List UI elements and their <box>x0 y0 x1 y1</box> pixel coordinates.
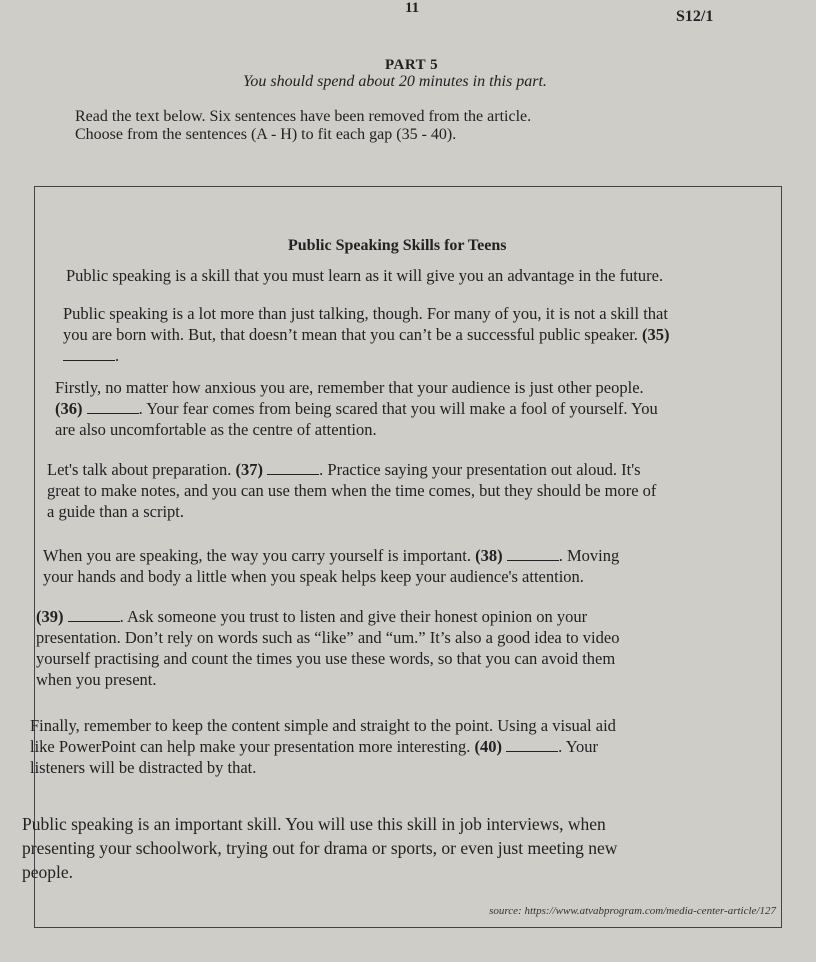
gap-39-blank[interactable] <box>68 609 120 622</box>
paragraph-line: Firstly, no matter how anxious you are, remember that your audience is just other people. <box>55 378 644 397</box>
paragraph-line: great to make notes, and you can use them when the time comes, but they should be more of <box>47 481 657 500</box>
paragraph-line: when you present. <box>36 670 157 689</box>
gap-36-number: (36) <box>55 399 83 418</box>
paragraph-2 <box>63 303 670 366</box>
instruction-line: Choose from the sentences (A - H) to fit each gap (35 - 40). <box>75 126 457 143</box>
gap-39-number: (39) <box>36 607 64 626</box>
gap-40-blank[interactable] <box>506 739 558 752</box>
gap-37-blank[interactable] <box>267 462 319 475</box>
paragraph-1 <box>66 265 663 286</box>
paragraph-line: your hands and body a little when you speak helps keep your audience's attention. <box>43 567 584 586</box>
paragraph-line: Public speaking is a lot more than just talking, though. For many of you, it is not a skill that <box>63 304 668 323</box>
paragraph-3 <box>55 377 658 440</box>
gap-38-number: (38) <box>475 546 503 565</box>
paragraph-line: a guide than a script. <box>47 502 184 521</box>
paragraph-line: Finally, remember to keep the content simple and straight to the point. Using a visual aid <box>30 716 616 735</box>
paragraph-4 <box>47 459 656 522</box>
gap-35-blank[interactable] <box>63 348 115 361</box>
gap-36-blank[interactable] <box>87 401 139 414</box>
paragraph-line: . <box>63 345 670 366</box>
paragraph-line: presenting your schoolwork, trying out for drama or sports, or even just meeting new <box>22 838 618 858</box>
text-segment: . Practice saying your presentation out aloud. It's <box>319 460 641 479</box>
paragraph-line <box>55 398 658 419</box>
paragraph-6 <box>36 606 619 690</box>
gap-40-number: (40) <box>474 737 502 756</box>
paragraph-line <box>63 324 670 345</box>
paragraph-5 <box>43 545 619 587</box>
gap-37-number: (37) <box>235 460 264 479</box>
paragraph-line <box>36 606 619 627</box>
gap-38-blank[interactable] <box>507 548 559 561</box>
text-segment: . Moving <box>558 546 620 565</box>
instruction-line: Read the text below. Six sentences have been removed from the article. <box>75 108 532 125</box>
text-segment: . Your fear comes from being scared that you will make a fool of yourself. You <box>138 399 658 418</box>
text-segment: . Ask someone you trust to listen and give their honest opinion on your <box>119 607 588 626</box>
text-segment: When you are speaking, the way you carry yourself is important. <box>43 546 471 565</box>
paragraph-line: Public speaking is an important skill. You will use this skill in job interviews, when <box>22 814 606 834</box>
paragraph-line <box>30 736 616 757</box>
paragraph-line <box>43 545 619 566</box>
paragraph-line: people. <box>22 862 74 882</box>
text-segment: . Your <box>558 737 598 756</box>
source-citation: source: https://www.atvabprogram.com/media-center-article/127 <box>489 905 776 917</box>
exam-code: S12/1 <box>676 8 714 25</box>
paragraph-8 <box>22 812 617 884</box>
task-instructions <box>75 108 635 144</box>
page-number: 11 <box>405 0 420 16</box>
paragraph-line: Public speaking is a skill that you must learn as it will give you an advantage in the future. <box>66 266 664 285</box>
gap-35-number: (35) <box>642 325 670 344</box>
paragraph-line: yourself practising and count the times you use these words, so that you can avoid them <box>36 649 616 668</box>
paragraph-line: presentation. Don’t rely on words such as “like” and “um.” It’s also a good idea to video <box>36 628 620 647</box>
text-segment: like PowerPoint can help make your presentation more interesting. <box>30 737 471 756</box>
paragraph-line <box>47 459 656 480</box>
text-segment: Let's talk about preparation. <box>47 460 232 479</box>
part-title: PART 5 <box>385 57 439 73</box>
paragraph-line: listeners will be distracted by that. <box>30 758 257 777</box>
paragraph-line: are also uncomfortable as the centre of attention. <box>55 420 377 439</box>
paragraph-7 <box>30 715 616 778</box>
text-segment: you are born with. But, that doesn’t mean that you can’t be a successful public speaker. <box>63 325 638 344</box>
timing-instruction: You should spend about 20 minutes in this part. <box>243 73 547 90</box>
article-title: Public Speaking Skills for Teens <box>288 237 507 254</box>
